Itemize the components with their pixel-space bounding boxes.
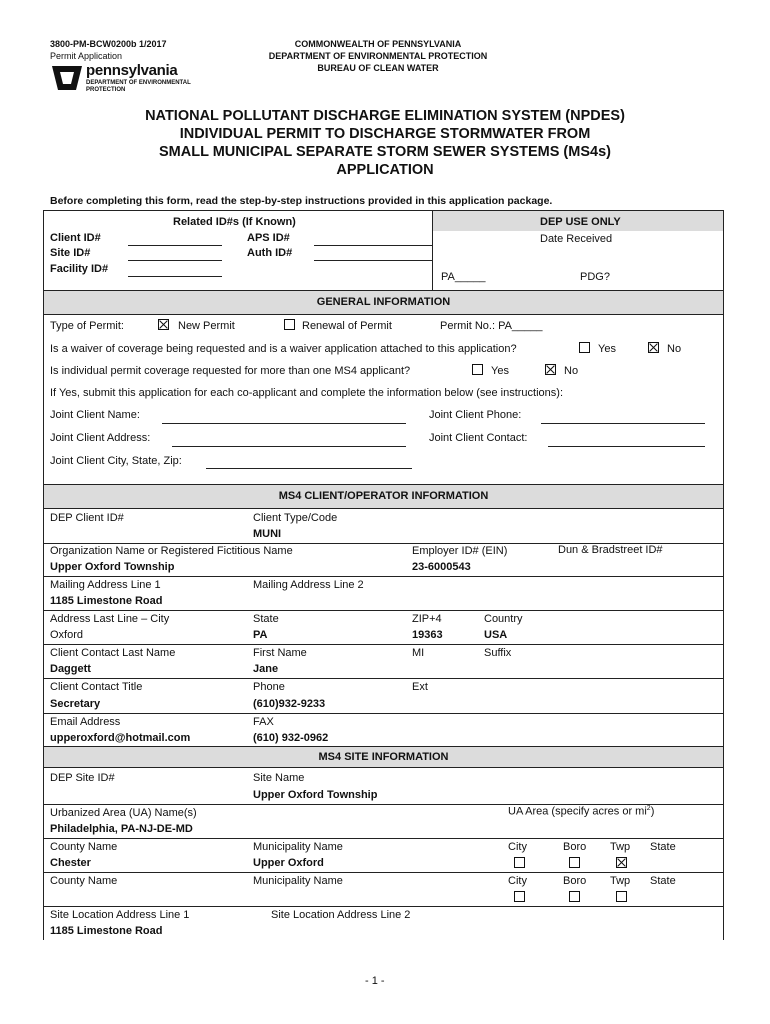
muni2-twp-checkbox[interactable] <box>616 891 627 902</box>
city-option-label-2: City <box>508 875 527 887</box>
auth-id-field[interactable] <box>314 260 432 261</box>
county-1-value: Chester <box>50 857 91 869</box>
mi-label: MI <box>412 647 425 659</box>
intro-text: Before completing this form, read the step-by-step instructions provided in this application package. <box>50 195 553 207</box>
municipality-1-value: Upper Oxford <box>253 857 324 869</box>
county-2-label: County Name <box>50 875 118 887</box>
duns-label: Dun & Bradstreet ID# <box>558 544 663 556</box>
pdg-label: PDG? <box>580 271 610 283</box>
form-type: Permit Application <box>50 51 123 61</box>
org-name-value: Upper Oxford Township <box>50 561 175 573</box>
email-value: upperoxford@hotmail.com <box>50 732 191 744</box>
mailing-line-1-value: 1185 Limestone Road <box>50 595 163 607</box>
phone-label: Phone <box>253 681 285 693</box>
joint-client-name-label: Joint Client Name: <box>50 409 140 421</box>
first-name-value: Jane <box>253 663 279 675</box>
permit-number: Permit No.: PA_____ <box>440 320 543 332</box>
new-permit-checkbox[interactable] <box>158 319 169 330</box>
individual-yes-checkbox[interactable] <box>472 364 483 375</box>
type-of-permit-label: Type of Permit: <box>50 320 124 332</box>
city-label: Address Last Line – City <box>50 613 170 625</box>
title-line-4: APPLICATION <box>336 162 434 178</box>
muni1-boro-checkbox[interactable] <box>569 857 580 868</box>
facility-id-label: Facility ID# <box>50 263 109 275</box>
contact-title-value: Secretary <box>50 698 101 710</box>
ein-value: 23-6000543 <box>412 561 471 573</box>
ua-name-value: Philadelphia, PA-NJ-DE-MD <box>50 823 193 835</box>
waiver-no-checkbox[interactable] <box>648 342 659 353</box>
ua-name-label: Urbanized Area (UA) Name(s) <box>50 807 197 819</box>
ein-label: Employer ID# (EIN) <box>412 545 508 557</box>
keystone-icon <box>48 62 86 94</box>
county-1-label: County Name <box>50 841 118 853</box>
first-name-label: First Name <box>253 647 307 659</box>
pa-logo <box>48 62 208 102</box>
state-option-label-2: State <box>650 875 676 887</box>
state-value: PA <box>253 629 268 641</box>
dep-client-id-label: DEP Client ID# <box>50 512 124 524</box>
agency-line-2: DEPARTMENT OF ENVIRONMENTAL PROTECTION <box>268 51 488 61</box>
joint-client-city-label: Joint Client City, State, Zip: <box>50 455 182 467</box>
site-location-1-label: Site Location Address Line 1 <box>50 909 190 921</box>
site-id-label: Site ID# <box>50 247 91 259</box>
joint-client-city-field[interactable] <box>206 468 412 469</box>
related-ids-heading: Related ID#s (If Known) <box>173 216 296 228</box>
contact-last-name-value: Daggett <box>50 663 91 675</box>
joint-client-name-field[interactable] <box>162 423 406 424</box>
boro-option-label: Boro <box>563 841 587 853</box>
twp-option-label: Twp <box>610 841 631 853</box>
mailing-line-1-label: Mailing Address Line 1 <box>50 579 161 591</box>
joint-client-phone-label: Joint Client Phone: <box>429 409 522 421</box>
if-yes-instruction: If Yes, submit this application for each co-applicant and complete the information below (see instructions): <box>50 387 563 399</box>
city-option-label: City <box>508 841 527 853</box>
pa-number: PA_____ <box>441 271 486 283</box>
form-id: 3800-PM-BCW0200b 1/2017 <box>50 39 167 49</box>
site-location-2-label: Site Location Address Line 2 <box>271 909 411 921</box>
waiver-yes-label: Yes <box>598 343 616 355</box>
site-name-label: Site Name <box>253 772 305 784</box>
zip-label: ZIP+4 <box>412 613 442 625</box>
suffix-label: Suffix <box>484 647 512 659</box>
site-id-field[interactable] <box>128 260 222 261</box>
renewal-permit-label: Renewal of Permit <box>302 320 392 332</box>
date-received-label: Date Received <box>540 233 613 245</box>
logo-wordmark: pennsylvania <box>86 62 178 79</box>
dep-use-only: DEP USE ONLY <box>540 216 621 228</box>
municipality-1-label: Municipality Name <box>253 841 343 853</box>
country-value: USA <box>484 629 508 641</box>
auth-id-label: Auth ID# <box>247 247 293 259</box>
agency-line-1: COMMONWEALTH OF PENNSYLVANIA <box>294 39 462 49</box>
individual-no-label: No <box>564 365 579 377</box>
waiver-question: Is a waiver of coverage being requested and is a waiver application attached to this application? <box>50 343 517 355</box>
contact-title-label: Client Contact Title <box>50 681 143 693</box>
client-id-label: Client ID# <box>50 232 101 244</box>
state-option-label: State <box>650 841 676 853</box>
client-id-field[interactable] <box>128 245 222 246</box>
joint-client-contact-field[interactable] <box>548 446 705 447</box>
general-info-heading: GENERAL INFORMATION <box>43 290 724 315</box>
title-line-1: NATIONAL POLLUTANT DISCHARGE ELIMINATION SYSTEM (NPDES) <box>145 108 625 124</box>
individual-no-checkbox[interactable] <box>545 364 556 375</box>
municipality-2-label: Municipality Name <box>253 875 343 887</box>
ext-label: Ext <box>412 681 428 693</box>
joint-client-address-label: Joint Client Address: <box>50 432 151 444</box>
renewal-permit-checkbox[interactable] <box>284 319 295 330</box>
logo-sub-2: PROTECTION <box>86 87 126 93</box>
phone-value: (610)932-9233 <box>253 698 326 710</box>
logo-sub-1: DEPARTMENT OF ENVIRONMENTAL <box>86 80 191 86</box>
joint-client-address-field[interactable] <box>172 446 406 447</box>
dep-site-id-label: DEP Site ID# <box>50 772 115 784</box>
aps-id-field[interactable] <box>314 245 432 246</box>
org-name-label: Organization Name or Registered Fictitious Name <box>50 545 293 557</box>
joint-client-contact-label: Joint Client Contact: <box>429 432 528 444</box>
fax-label: FAX <box>253 716 274 728</box>
individual-question: Is individual permit coverage requested for more than one MS4 applicant? <box>50 365 411 377</box>
ua-area-label: UA Area (specify acres or $mi^2$) <box>508 805 655 818</box>
muni2-boro-checkbox[interactable] <box>569 891 580 902</box>
muni1-twp-checkbox[interactable] <box>616 857 627 868</box>
site-info-heading: MS4 SITE INFORMATION <box>43 746 724 768</box>
facility-id-field[interactable] <box>128 276 222 277</box>
fax-value: (610) 932-0962 <box>253 732 329 744</box>
title-line-3: SMALL MUNICIPAL SEPARATE STORM SEWER SYSTEMS (MS4s) <box>159 144 611 160</box>
twp-option-label-2: Twp <box>610 875 631 887</box>
waiver-yes-checkbox[interactable] <box>579 342 590 353</box>
zip-value: 19363 <box>412 629 443 641</box>
country-label: Country <box>484 613 523 625</box>
contact-last-name-label: Client Contact Last Name <box>50 647 176 659</box>
email-label: Email Address <box>50 716 121 728</box>
client-info-heading: MS4 CLIENT/OPERATOR INFORMATION <box>43 484 724 509</box>
muni2-city-checkbox[interactable] <box>514 891 525 902</box>
muni1-city-checkbox[interactable] <box>514 857 525 868</box>
site-location-1-value: 1185 Limestone Road <box>50 925 163 937</box>
client-type-label: Client Type/Code <box>253 512 338 524</box>
page-number: - 1 - <box>365 975 385 987</box>
joint-client-phone-field[interactable] <box>541 423 705 424</box>
state-label: State <box>253 613 279 625</box>
client-type-value: MUNI <box>253 528 282 540</box>
aps-id-label: APS ID# <box>247 232 290 244</box>
mailing-line-2-label: Mailing Address Line 2 <box>253 579 364 591</box>
site-name-value: Upper Oxford Township <box>253 789 378 801</box>
boro-option-label-2: Boro <box>563 875 587 887</box>
new-permit-label: New Permit <box>178 320 235 332</box>
agency-line-3: BUREAU OF CLEAN WATER <box>317 63 439 73</box>
title-line-2: INDIVIDUAL PERMIT TO DISCHARGE STORMWATER FROM <box>179 126 591 142</box>
individual-yes-label: Yes <box>491 365 509 377</box>
city-value: Oxford <box>50 629 84 641</box>
waiver-no-label: No <box>667 343 682 355</box>
